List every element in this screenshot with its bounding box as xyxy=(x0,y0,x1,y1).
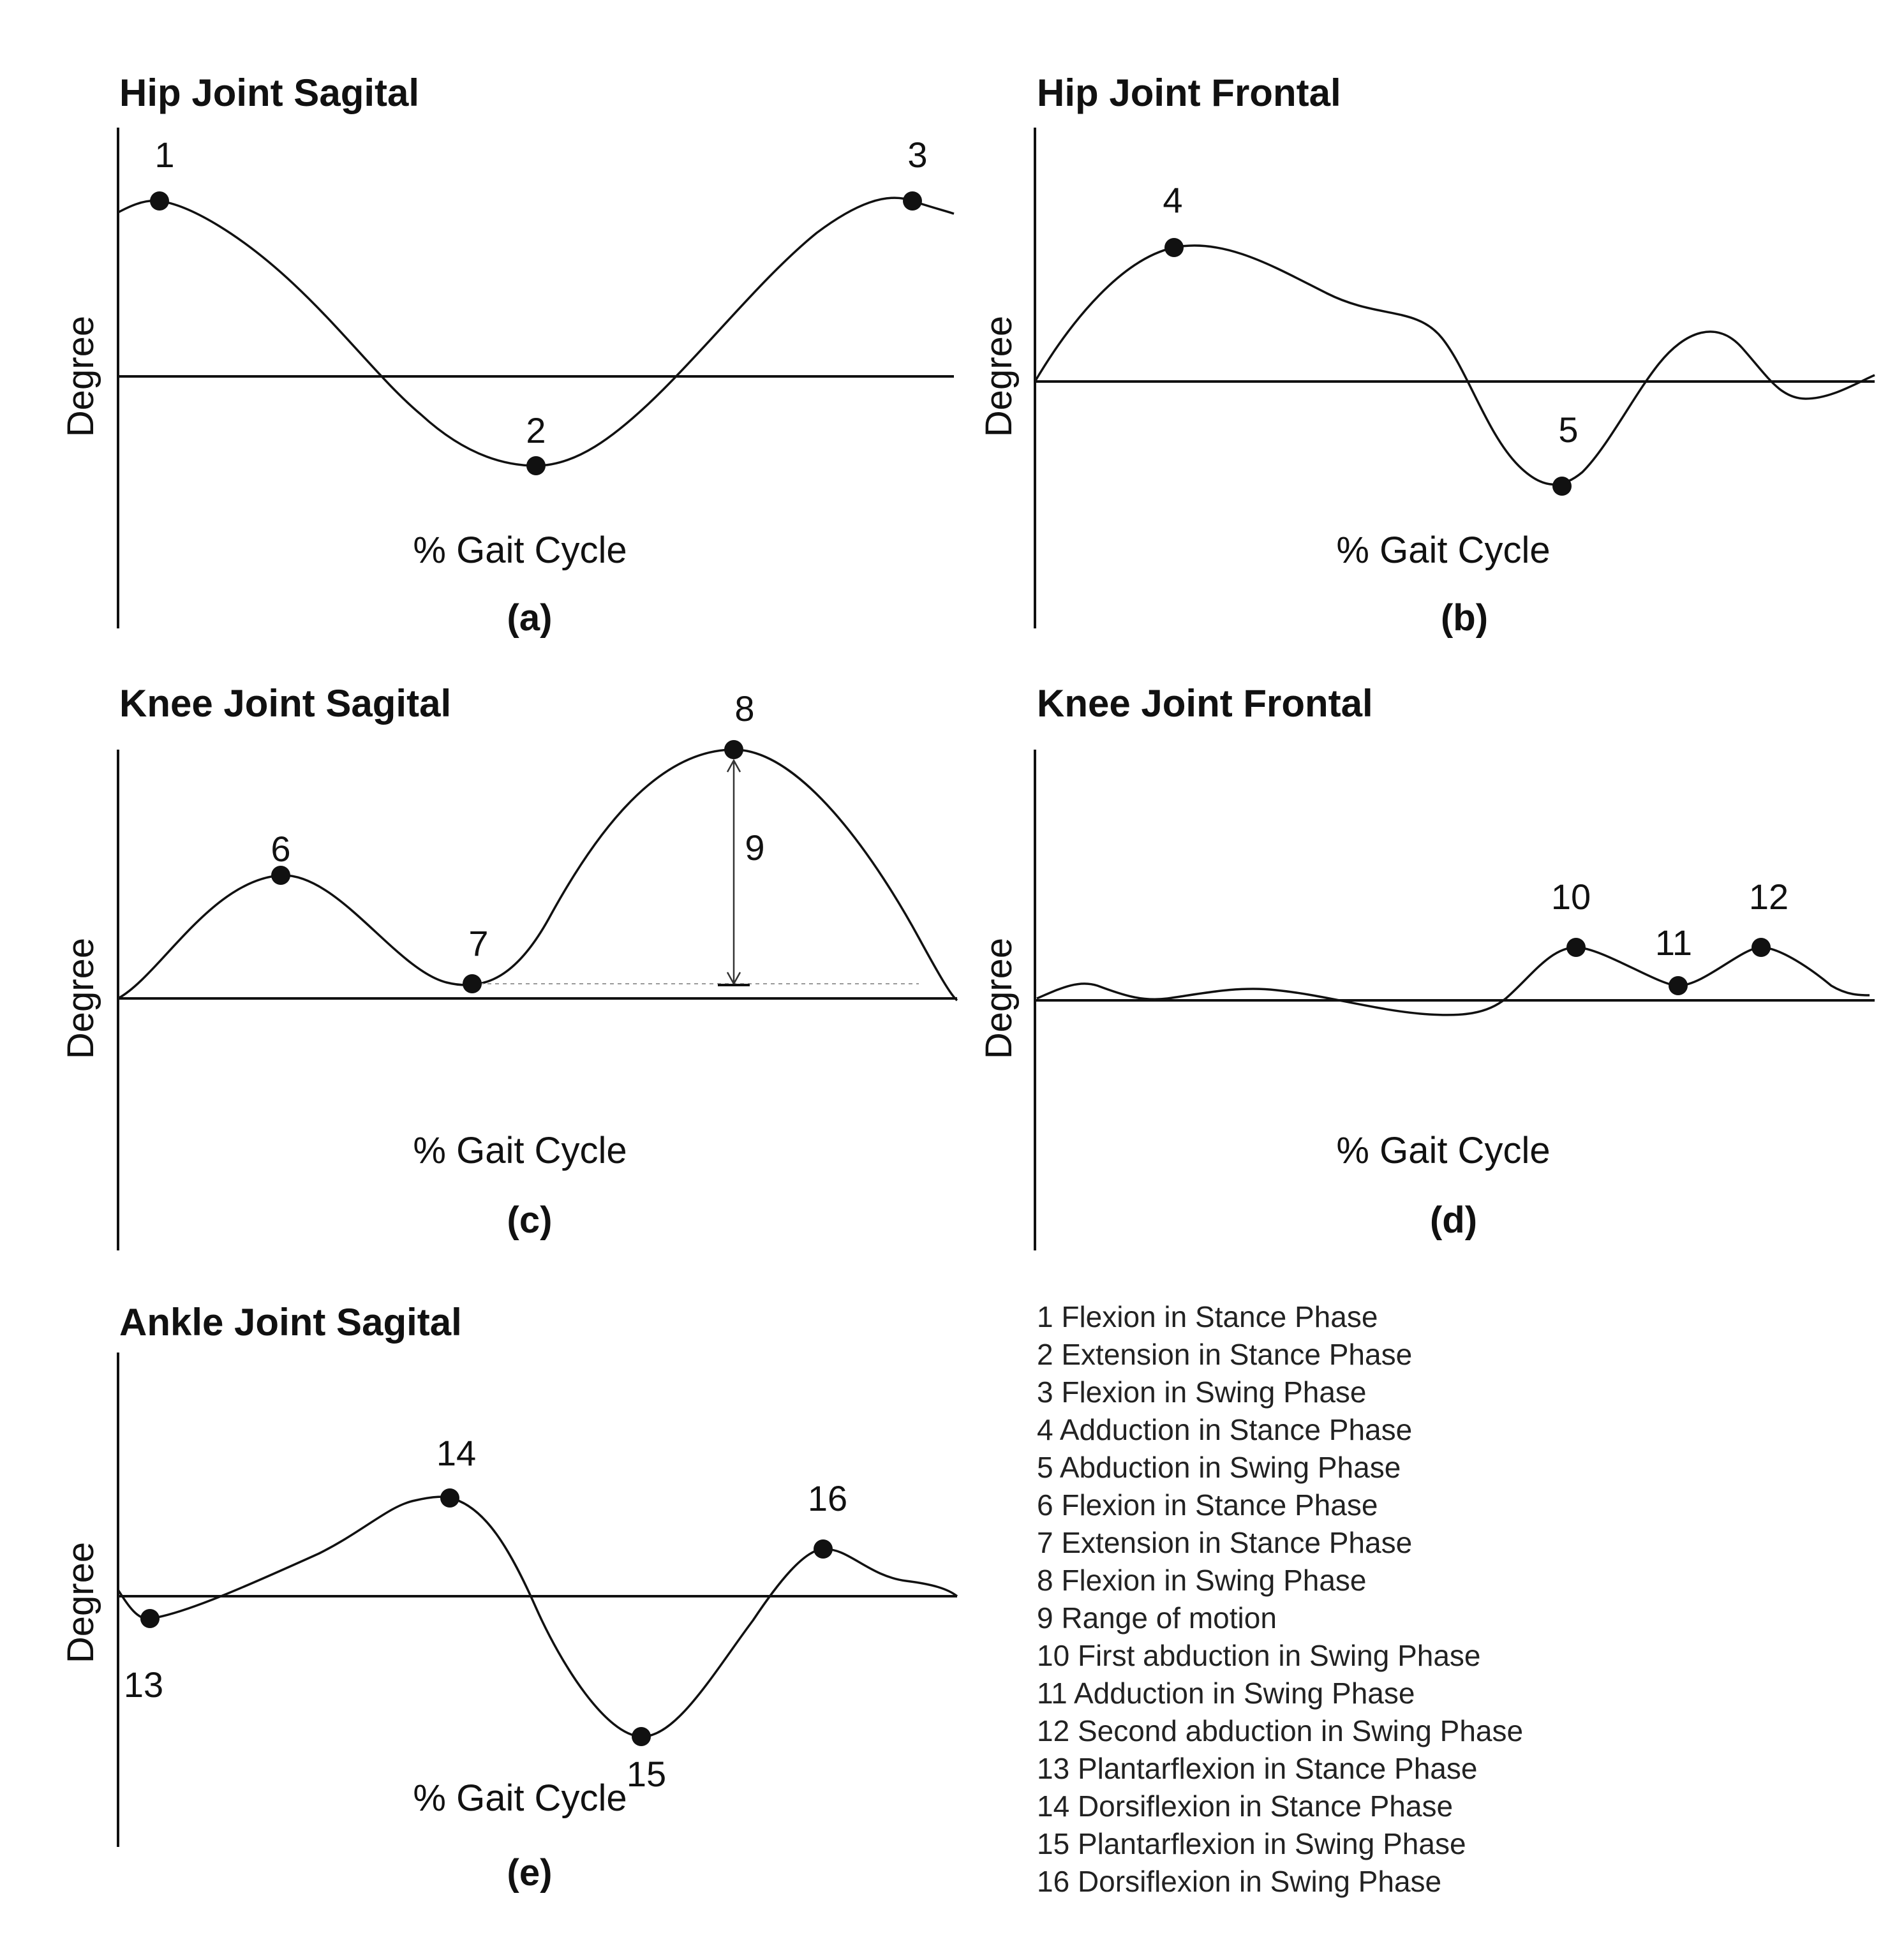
legend-item-9: 9 Range of motion xyxy=(1037,1601,1277,1634)
panel-c-curve xyxy=(118,750,957,1000)
panel-b-point-5 xyxy=(1552,477,1572,496)
panel-d-curve xyxy=(1037,947,1870,1015)
panel-c-panel-label: (c) xyxy=(507,1199,553,1241)
legend-item-12: 12 Second abduction in Swing Phase xyxy=(1037,1714,1524,1747)
panel-e-point-15-label: 15 xyxy=(626,1754,667,1794)
panel-b xyxy=(978,71,1875,639)
panel-a-point-2-label: 2 xyxy=(526,410,546,450)
legend-item-6: 6 Flexion in Stance Phase xyxy=(1037,1488,1378,1522)
panel-c-point-8-label: 8 xyxy=(734,688,755,729)
panel-e-curve xyxy=(118,1497,957,1737)
panel-d-point-11-label: 11 xyxy=(1655,923,1693,963)
panel-e-point-16 xyxy=(814,1539,833,1559)
panel-e-point-13 xyxy=(140,1609,160,1628)
panel-e-point-14 xyxy=(440,1488,459,1508)
panel-b-curve xyxy=(1035,246,1875,485)
panel-e-xlabel: % Gait Cycle xyxy=(413,1777,627,1819)
panel-b-point-4-label: 4 xyxy=(1163,180,1183,220)
panel-b-ylabel: Degree xyxy=(978,315,1020,438)
legend-item-16: 16 Dorsiflexion in Swing Phase xyxy=(1037,1865,1442,1898)
panel-e-point-14-label: 14 xyxy=(436,1433,477,1473)
panel-c-ylabel: Degree xyxy=(60,937,101,1060)
panel-c-range-label: 9 xyxy=(745,827,765,868)
panel-b-panel-label: (b) xyxy=(1440,597,1489,639)
panel-e-point-15 xyxy=(632,1727,651,1746)
legend-item-13: 13 Plantarflexion in Stance Phase xyxy=(1037,1752,1478,1785)
panel-c-point-6-label: 6 xyxy=(271,829,291,869)
panel-d-point-11 xyxy=(1669,976,1688,995)
panel-a-point-3-label: 3 xyxy=(907,135,928,175)
legend-item-3: 3 Flexion in Swing Phase xyxy=(1037,1375,1367,1409)
panel-a-xlabel: % Gait Cycle xyxy=(413,530,627,571)
panel-e-point-13-label: 13 xyxy=(123,1664,164,1705)
legend-item-14: 14 Dorsiflexion in Stance Phase xyxy=(1037,1790,1454,1823)
panel-e-point-16-label: 16 xyxy=(807,1478,848,1518)
legend-item-10: 10 First abduction in Swing Phase xyxy=(1037,1639,1481,1672)
panel-a-point-1 xyxy=(150,191,169,211)
panel-d xyxy=(978,682,1875,1250)
panel-d-point-12-label: 12 xyxy=(1748,877,1789,917)
panel-d-point-10 xyxy=(1566,938,1586,957)
panel-a-point-1-label: 1 xyxy=(154,135,175,175)
panel-a-point-3 xyxy=(903,191,922,211)
panel-e-title: Ankle Joint Sagital xyxy=(119,1301,462,1344)
legend-item-7: 7 Extension in Stance Phase xyxy=(1037,1526,1413,1559)
panel-b-point-5-label: 5 xyxy=(1558,410,1579,450)
panel-d-panel-label: (d) xyxy=(1429,1199,1478,1241)
panel-c-point-7-label: 7 xyxy=(468,923,489,963)
panel-d-xlabel: % Gait Cycle xyxy=(1336,1130,1551,1171)
legend-item-1: 1 Flexion in Stance Phase xyxy=(1037,1300,1378,1333)
panel-e-panel-label: (e) xyxy=(507,1852,553,1894)
legend-item-4: 4 Adduction in Stance Phase xyxy=(1037,1413,1413,1446)
legend-item-5: 5 Abduction in Swing Phase xyxy=(1037,1451,1401,1484)
panel-d-ylabel: Degree xyxy=(978,937,1020,1060)
panel-d-point-12 xyxy=(1752,938,1771,957)
panel-a-title: Hip Joint Sagital xyxy=(119,71,420,114)
panel-e xyxy=(60,1301,957,1894)
panel-c-point-8 xyxy=(724,740,743,759)
panel-d-point-10-label: 10 xyxy=(1551,877,1591,917)
panel-c xyxy=(60,682,957,1250)
panel-a-ylabel: Degree xyxy=(60,315,101,438)
panel-b-xlabel: % Gait Cycle xyxy=(1336,530,1551,571)
panel-a-point-2 xyxy=(526,456,546,475)
panel-b-point-4 xyxy=(1164,238,1184,257)
panel-d-title: Knee Joint Frontal xyxy=(1037,682,1373,725)
panel-a xyxy=(60,71,954,639)
legend-item-15: 15 Plantarflexion in Swing Phase xyxy=(1037,1827,1466,1860)
panel-c-xlabel: % Gait Cycle xyxy=(413,1130,627,1171)
panel-b-title: Hip Joint Frontal xyxy=(1037,71,1341,114)
legend-item-2: 2 Extension in Stance Phase xyxy=(1037,1338,1413,1371)
panel-c-point-7 xyxy=(463,974,482,993)
panel-a-panel-label: (a) xyxy=(507,597,553,639)
panel-c-title: Knee Joint Sagital xyxy=(119,682,452,725)
legend-item-8: 8 Flexion in Swing Phase xyxy=(1037,1564,1367,1597)
legend-item-11: 11 Adduction in Swing Phase xyxy=(1037,1677,1415,1710)
panel-e-ylabel: Degree xyxy=(60,1541,101,1664)
legend xyxy=(1037,1300,1523,1898)
